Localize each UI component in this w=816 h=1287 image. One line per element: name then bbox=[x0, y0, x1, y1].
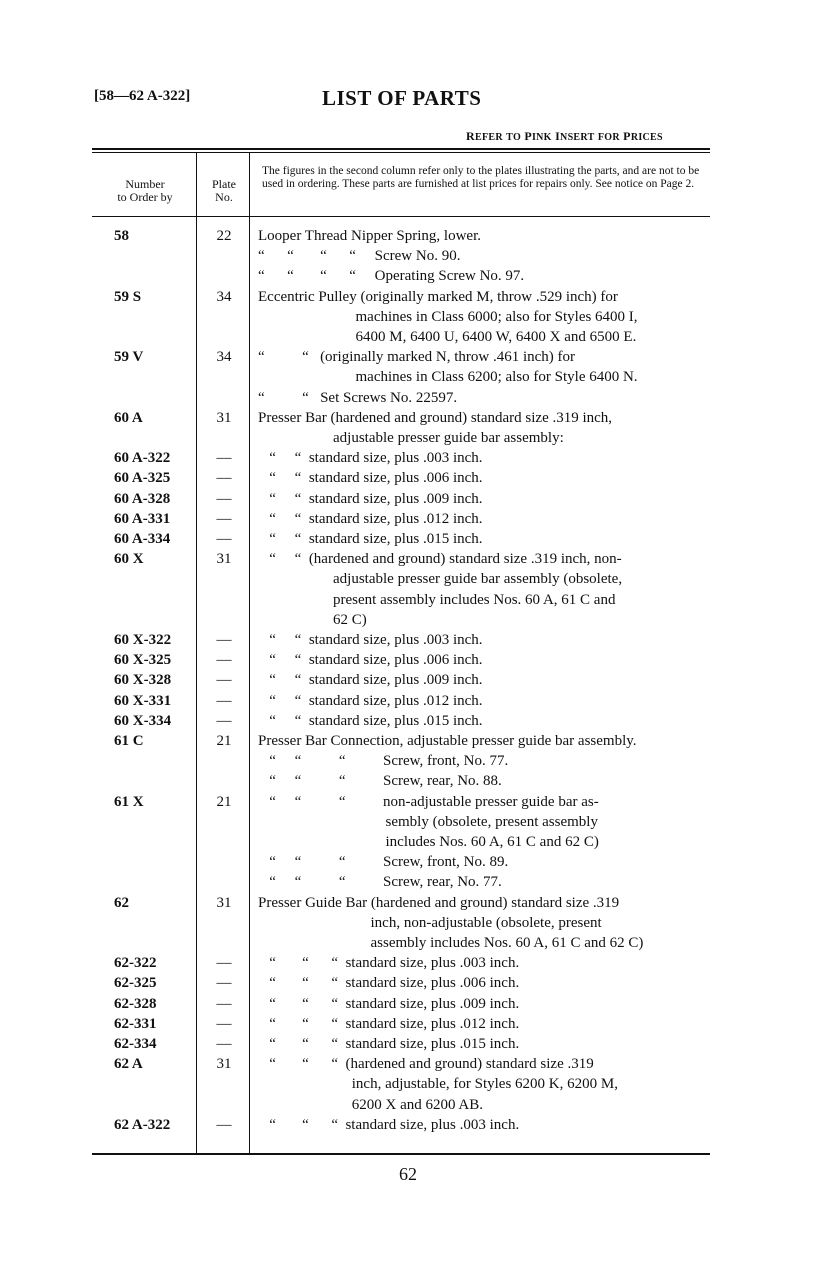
column-note: The figures in the second column refer only to the plates illustrating the parts, and are not to be used in ordering. These parts are furnished at list prices for repairs only. See notice on Page 2. bbox=[262, 165, 700, 190]
price-reference-text-part: FOR bbox=[597, 132, 620, 143]
part-number: 59 S bbox=[114, 288, 142, 305]
part-description: “ “ standard size, plus .012 inch. bbox=[258, 510, 483, 527]
part-description: “ “ standard size, plus .009 inch. bbox=[258, 490, 483, 507]
plate-number: 34 bbox=[216, 288, 232, 305]
plate-number: — bbox=[216, 692, 232, 709]
part-description: “ “ (originally marked N, throw .461 inch) for bbox=[258, 349, 575, 366]
parts-row bbox=[0, 612, 816, 632]
parts-row bbox=[0, 733, 816, 753]
parts-row bbox=[0, 1076, 816, 1096]
plate-number: 34 bbox=[216, 349, 232, 366]
part-description: inch, adjustable, for Styles 6200 K, 6200 M, bbox=[258, 1076, 618, 1093]
part-number: 60 X-328 bbox=[114, 672, 172, 689]
parts-row bbox=[0, 470, 816, 490]
parts-row bbox=[0, 996, 816, 1016]
part-description: “ “ standard size, plus .006 inch. bbox=[258, 470, 483, 487]
plate-column-header bbox=[198, 178, 250, 204]
parts-row bbox=[0, 713, 816, 733]
parts-row bbox=[0, 329, 816, 349]
part-description: “ “ “ standard size, plus .006 inch. bbox=[258, 975, 520, 992]
plate-number: 31 bbox=[216, 894, 232, 911]
price-reference-text-part: TO bbox=[506, 132, 522, 143]
number-label-line2: to Order by bbox=[117, 190, 173, 204]
plate-number: — bbox=[216, 470, 232, 487]
part-description: “ “ “ standard size, plus .009 inch. bbox=[258, 995, 520, 1012]
plate-number: — bbox=[216, 510, 232, 527]
part-number: 61 X bbox=[114, 793, 144, 810]
part-number: 62-331 bbox=[114, 1015, 157, 1032]
plate-number: — bbox=[216, 995, 232, 1012]
part-description: machines in Class 6200; also for Style 6400 N. bbox=[258, 369, 638, 386]
part-number: 60 X-322 bbox=[114, 632, 172, 648]
part-description: “ “ “ standard size, plus .003 inch. bbox=[258, 1116, 520, 1133]
part-description: “ “ “ standard size, plus .012 inch. bbox=[258, 1015, 520, 1032]
part-number: 60 A-322 bbox=[114, 450, 171, 467]
part-number: 62 A bbox=[114, 1056, 143, 1073]
parts-row bbox=[0, 794, 816, 814]
plate-number: 31 bbox=[216, 409, 232, 426]
part-number: 62-334 bbox=[114, 1036, 157, 1052]
header-bottom-rule bbox=[92, 216, 710, 217]
parts-row bbox=[0, 268, 816, 288]
part-description: 6200 X and 6200 AB. bbox=[258, 1096, 483, 1113]
part-description: Presser Bar Connection, adjustable presser guide bar assembly. bbox=[258, 733, 637, 749]
plate-number: — bbox=[216, 450, 232, 467]
parts-row bbox=[0, 834, 816, 854]
plate-number: 21 bbox=[216, 733, 232, 749]
parts-row bbox=[0, 390, 816, 410]
page-range-header: [58—62 A-322] bbox=[94, 88, 191, 104]
part-description: adjustable presser guide bar assembly (obsolete, bbox=[258, 571, 623, 588]
plate-number: — bbox=[216, 672, 232, 689]
plate-number: — bbox=[216, 531, 232, 547]
plate-number: — bbox=[216, 652, 232, 669]
part-description: “ “ “ “ Screw No. 90. bbox=[258, 248, 461, 265]
parts-row bbox=[0, 369, 816, 389]
parts-row bbox=[0, 430, 816, 450]
price-reference-text-part: INK bbox=[531, 132, 552, 143]
part-number: 62-325 bbox=[114, 975, 157, 992]
part-description: “ “ “ Screw, front, No. 77. bbox=[258, 753, 509, 770]
parts-row bbox=[0, 511, 816, 531]
parts-row bbox=[0, 1117, 816, 1137]
part-description: “ “ standard size, plus .003 inch. bbox=[258, 632, 483, 648]
price-reference-text-part: RICES bbox=[630, 132, 663, 143]
part-description: “ “ “ standard size, plus .015 inch. bbox=[258, 1036, 520, 1052]
number-label-line1: Number bbox=[125, 177, 165, 191]
part-description: “ “ standard size, plus .012 inch. bbox=[258, 692, 483, 709]
parts-row bbox=[0, 1036, 816, 1056]
part-number: 60 A-328 bbox=[114, 490, 171, 507]
part-description: 62 C) bbox=[258, 611, 367, 628]
parts-row bbox=[0, 773, 816, 793]
parts-row bbox=[0, 652, 816, 672]
part-description: “ “ “ standard size, plus .003 inch. bbox=[258, 955, 520, 972]
part-description: “ “ “ “ Operating Screw No. 97. bbox=[258, 268, 525, 285]
part-number: 62-322 bbox=[114, 955, 157, 972]
plate-number: 21 bbox=[216, 793, 232, 810]
price-reference-text-part: P bbox=[521, 129, 532, 143]
part-description: “ “ standard size, plus .015 inch. bbox=[258, 712, 483, 729]
parts-row bbox=[0, 693, 816, 713]
parts-row bbox=[0, 309, 816, 329]
plate-number: 31 bbox=[216, 1056, 232, 1073]
part-number: 60 X-325 bbox=[114, 652, 172, 669]
part-description: assembly includes Nos. 60 A, 61 C and 62 C) bbox=[258, 935, 644, 951]
parts-row bbox=[0, 410, 816, 430]
part-description: “ “ standard size, plus .006 inch. bbox=[258, 652, 483, 669]
parts-row bbox=[0, 814, 816, 834]
plate-number: — bbox=[216, 1036, 232, 1052]
plate-number: — bbox=[216, 632, 232, 648]
parts-row bbox=[0, 632, 816, 652]
parts-row bbox=[0, 935, 816, 955]
part-number: 58 bbox=[114, 228, 129, 244]
part-number: 61 C bbox=[114, 733, 144, 749]
parts-row bbox=[0, 1056, 816, 1076]
part-description: Presser Guide Bar (hardened and ground) standard size .319 bbox=[258, 894, 620, 911]
part-number: 60 X-331 bbox=[114, 692, 172, 709]
plate-label-line1: Plate bbox=[212, 177, 236, 191]
price-reference-text-part: P bbox=[619, 129, 631, 143]
price-reference-text-part: R bbox=[466, 129, 475, 143]
part-description: inch, non-adjustable (obsolete, present bbox=[258, 914, 602, 931]
parts-row bbox=[0, 592, 816, 612]
plate-number: 22 bbox=[216, 228, 232, 244]
part-number: 60 X-334 bbox=[114, 712, 172, 729]
parts-row bbox=[0, 551, 816, 571]
part-description: “ “ Set Screws No. 22597. bbox=[258, 389, 458, 406]
parts-row bbox=[0, 450, 816, 470]
part-description: “ “ “ Screw, rear, No. 77. bbox=[258, 874, 502, 891]
part-description: “ “ standard size, plus .009 inch. bbox=[258, 672, 483, 689]
parts-row bbox=[0, 975, 816, 995]
plate-number: — bbox=[216, 1116, 232, 1133]
part-description: “ “ “ non-adjustable presser guide bar as- bbox=[258, 793, 599, 810]
part-description: Presser Bar (hardened and ground) standard size .319 inch, bbox=[258, 409, 613, 426]
part-number: 60 A-331 bbox=[114, 510, 171, 527]
parts-row bbox=[0, 672, 816, 692]
parts-row bbox=[0, 874, 816, 894]
price-reference-text-part: I bbox=[551, 129, 561, 143]
parts-row bbox=[0, 955, 816, 975]
parts-row bbox=[0, 854, 816, 874]
plate-number: — bbox=[216, 1015, 232, 1032]
part-description: Eccentric Pulley (originally marked M, throw .529 inch) for bbox=[258, 288, 618, 305]
page-number: 62 bbox=[399, 1164, 417, 1184]
part-description: includes Nos. 60 A, 61 C and 62 C) bbox=[258, 834, 599, 850]
part-description: “ “ standard size, plus .003 inch. bbox=[258, 450, 483, 467]
part-description: “ “ standard size, plus .015 inch. bbox=[258, 531, 483, 547]
parts-row bbox=[0, 571, 816, 591]
part-number: 62-328 bbox=[114, 995, 157, 1012]
part-description: sembly (obsolete, present assembly bbox=[258, 813, 598, 830]
part-description: 6400 M, 6400 U, 6400 W, 6400 X and 6500 E. bbox=[258, 329, 637, 345]
part-description: adjustable presser guide bar assembly: bbox=[258, 430, 564, 446]
parts-row bbox=[0, 1097, 816, 1117]
part-description: machines in Class 6000; also for Styles 6400 I, bbox=[258, 308, 638, 325]
parts-row bbox=[0, 491, 816, 511]
plate-number: — bbox=[216, 955, 232, 972]
part-description: “ “ (hardened and ground) standard size .319 inch, non- bbox=[258, 551, 622, 568]
parts-row bbox=[0, 895, 816, 915]
price-reference-text-part: NSERT bbox=[560, 132, 595, 143]
part-number: 60 A bbox=[114, 409, 143, 426]
part-number: 62 A-322 bbox=[114, 1116, 171, 1133]
parts-row bbox=[0, 349, 816, 369]
parts-row bbox=[0, 753, 816, 773]
parts-row bbox=[0, 248, 816, 268]
price-reference-header bbox=[466, 129, 663, 144]
parts-row bbox=[0, 289, 816, 309]
plate-number: — bbox=[216, 712, 232, 729]
part-description: Looper Thread Nipper Spring, lower. bbox=[258, 228, 482, 244]
parts-row bbox=[0, 531, 816, 551]
part-number: 60 X bbox=[114, 551, 144, 568]
part-description: “ “ “ Screw, front, No. 89. bbox=[258, 854, 509, 871]
top-rule-thick bbox=[92, 148, 710, 150]
parts-row bbox=[0, 1016, 816, 1036]
part-description: “ “ “ Screw, rear, No. 88. bbox=[258, 773, 502, 790]
plate-number: 31 bbox=[216, 551, 232, 568]
plate-label-line2: No. bbox=[215, 190, 233, 204]
parts-row bbox=[0, 915, 816, 935]
price-reference-text-part: EFER bbox=[474, 132, 503, 143]
parts-row bbox=[0, 228, 816, 248]
bottom-rule bbox=[92, 1153, 710, 1155]
number-column-header bbox=[100, 178, 190, 204]
part-description: present assembly includes Nos. 60 A, 61 C and bbox=[258, 591, 616, 608]
top-rule-thin bbox=[92, 152, 710, 153]
plate-number: — bbox=[216, 490, 232, 507]
plate-number: — bbox=[216, 975, 232, 992]
part-number: 59 V bbox=[114, 349, 144, 366]
page-title: LIST OF PARTS bbox=[322, 86, 482, 110]
part-number: 60 A-334 bbox=[114, 531, 171, 547]
part-number: 60 A-325 bbox=[114, 470, 171, 487]
part-number: 62 bbox=[114, 894, 129, 911]
part-description: “ “ “ (hardened and ground) standard size .319 bbox=[258, 1056, 594, 1073]
